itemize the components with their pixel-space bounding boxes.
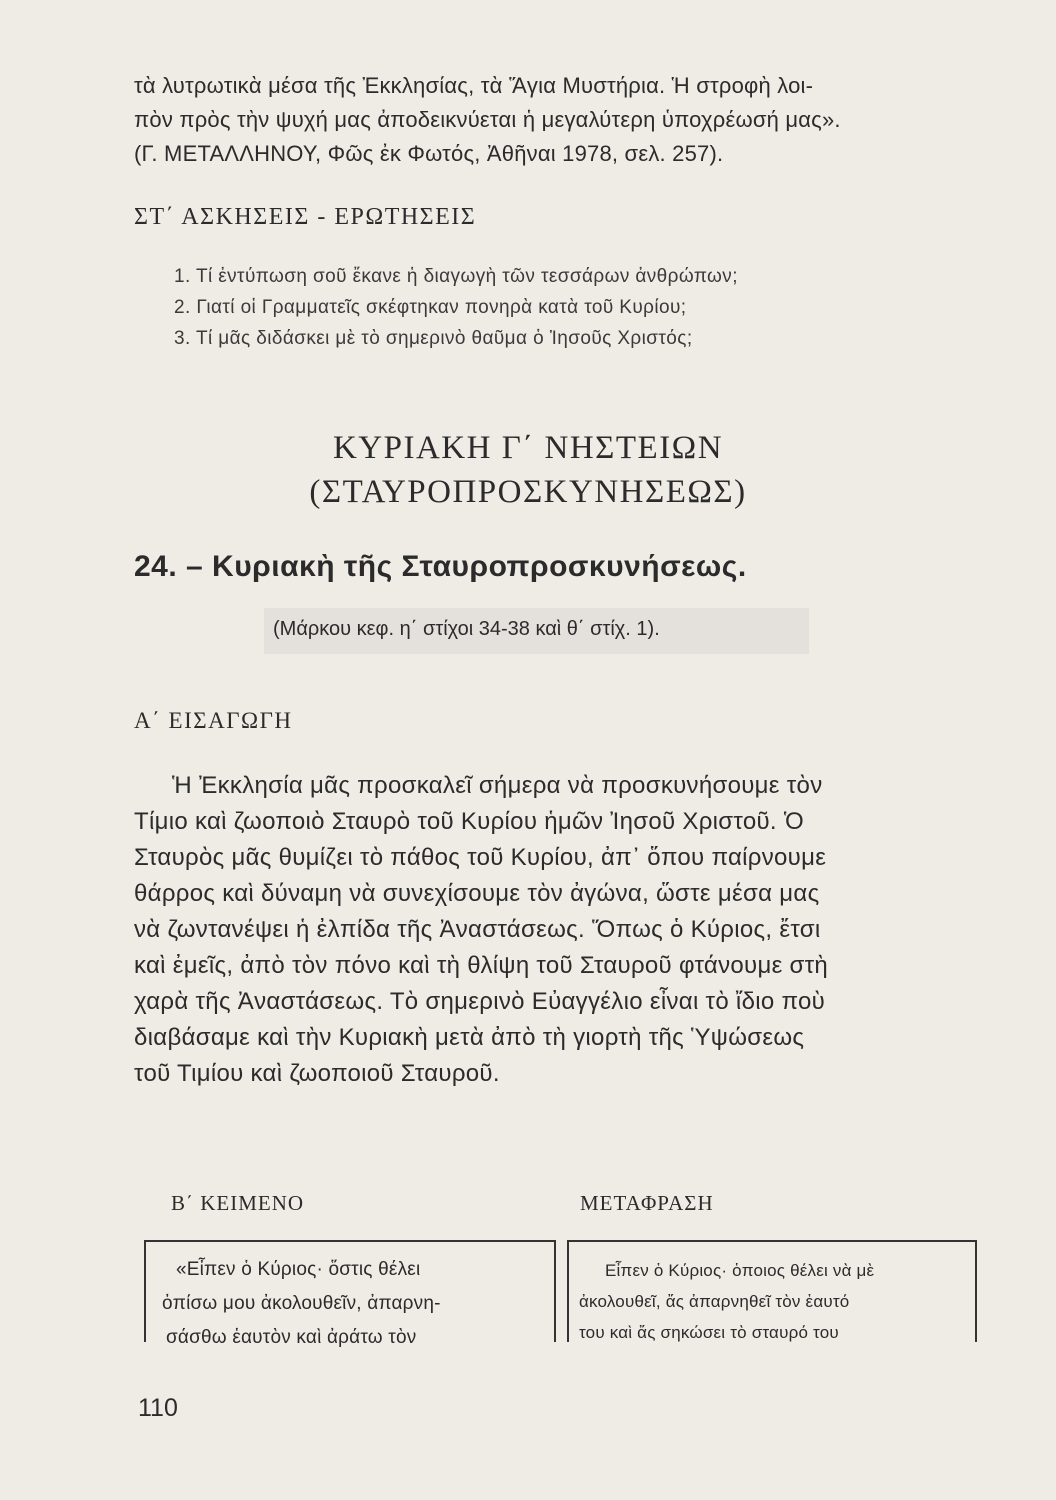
translation-box: [567, 1240, 977, 1342]
original-text-line: «Εἶπεν ὁ Κύριος· ὅστις θέλει: [176, 1259, 421, 1280]
text-heading: Β΄ ΚΕΙΜΕΝΟ: [171, 1191, 305, 1215]
body-line: τοῦ Τιμίου καὶ ζωοποιοῦ Σταυροῦ.: [134, 1060, 500, 1087]
question-2: 2. Γιατί οἱ Γραμματεῖς σκέφτηκαν πονηρὰ κατὰ τοῦ Κυρίου;: [174, 297, 687, 318]
body-line: νὰ ζωντανέψει ἡ ἐλπίδα τῆς Ἀναστάσεως. Ὅπως ὁ Κύριος, ἔτσι: [134, 916, 821, 943]
page-number: 110: [138, 1394, 178, 1422]
translation-heading: ΜΕΤΑΦΡΑΣΗ: [580, 1191, 714, 1215]
body-line: διαβάσαμε καὶ τὴν Κυριακὴ μετὰ ἀπὸ τὴ γιορτὴ τῆς Ὑψώσεως: [134, 1024, 805, 1051]
original-text-line: σάσθω ἑαυτὸν καὶ ἀράτω τὸν: [166, 1327, 417, 1348]
introduction-heading: Α΄ ΕΙΣΑΓΩΓΗ: [134, 708, 293, 733]
lesson-title: 24. – Κυριακὴ τῆς Σταυροπροσκυνήσεως.: [134, 550, 747, 583]
body-line: θάρρος καὶ δύναμη νὰ συνεχίσουμε τὸν ἀγώνα, ὥστε μέσα μας: [134, 880, 820, 907]
body-line: Σταυρὸς μᾶς θυμίζει τὸ πάθος τοῦ Κυρίου, ἀπ᾿ ὅπου παίρνουμε: [134, 844, 827, 871]
sunday-title-line-2: (ΣΤΑΥΡΟΠΡΟΣΚΥΝΗΣΕΩΣ): [309, 474, 747, 510]
question-1: 1. Τί ἐντύπωση σοῦ ἔκανε ἡ διαγωγὴ τῶν τεσσάρων ἀνθρώπων;: [174, 266, 738, 287]
intro-line-3: (Γ. ΜΕΤΑΛΛΗΝΟΥ, Φῶς ἐκ Φωτός, Ἀθῆναι 1978, σελ. 257).: [134, 141, 724, 166]
intro-line-1: τὰ λυτρωτικὰ μέσα τῆς Ἐκκλησίας, τὰ Ἅγια Μυστήρια. Ἡ στροφὴ λοι-: [134, 73, 814, 98]
question-3: 3. Τί μᾶς διδάσκει μὲ τὸ σημερινὸ θαῦμα ὁ Ἰησοῦς Χριστός;: [174, 328, 693, 349]
body-line: χαρὰ τῆς Ἀναστάσεως. Τὸ σημερινὸ Εὐαγγέλιο εἶναι τὸ ἴδιο ποὺ: [134, 988, 826, 1015]
scripture-reference: (Μάρκου κεφ. η΄ στίχοι 34-38 καὶ θ΄ στίχ. 1).: [273, 618, 660, 640]
body-line: Τίμιο καὶ ζωοποιὸ Σταυρὸ τοῦ Κυρίου ἡμῶν Ἰησοῦ Χριστοῦ. Ὁ: [134, 808, 805, 835]
original-text-box: [144, 1240, 556, 1348]
intro-line-2: πὸν πρὸς τὴν ψυχή μας ἀποδεικνύεται ἡ μεγαλύτερη ὑποχρέωσή μας».: [134, 107, 841, 132]
body-line: Ἡ Ἐκκλησία μᾶς προσκαλεῖ σήμερα νὰ προσκυνήσουμε τὸν: [172, 772, 823, 799]
original-text-line: ὀπίσω μου ἀκολουθεῖν, ἀπαρνη-: [162, 1293, 441, 1314]
translation-line: Εἶπεν ὁ Κύριος· ὁποιος θέλει νὰ μὲ: [605, 1261, 875, 1280]
sunday-title-line-1: ΚΥΡΙΑΚΗ Γ΄ ΝΗΣΤΕΙΩΝ: [332, 430, 724, 466]
body-line: καὶ ἐμεῖς, ἀπὸ τὸν πόνο καὶ τὴ θλίψη τοῦ Σταυροῦ φτάνουμε στὴ: [134, 952, 829, 979]
translation-line: του καὶ ἄς σηκώσει τὸ σταυρό του: [579, 1323, 839, 1342]
translation-line: ἀκολουθεῖ, ἄς ἀπαρνηθεῖ τὸν ἑαυτό: [579, 1292, 850, 1311]
exercises-heading: ΣΤ΄ ΑΣΚΗΣΕΙΣ - ΕΡΩΤΗΣΕΙΣ: [134, 204, 477, 230]
